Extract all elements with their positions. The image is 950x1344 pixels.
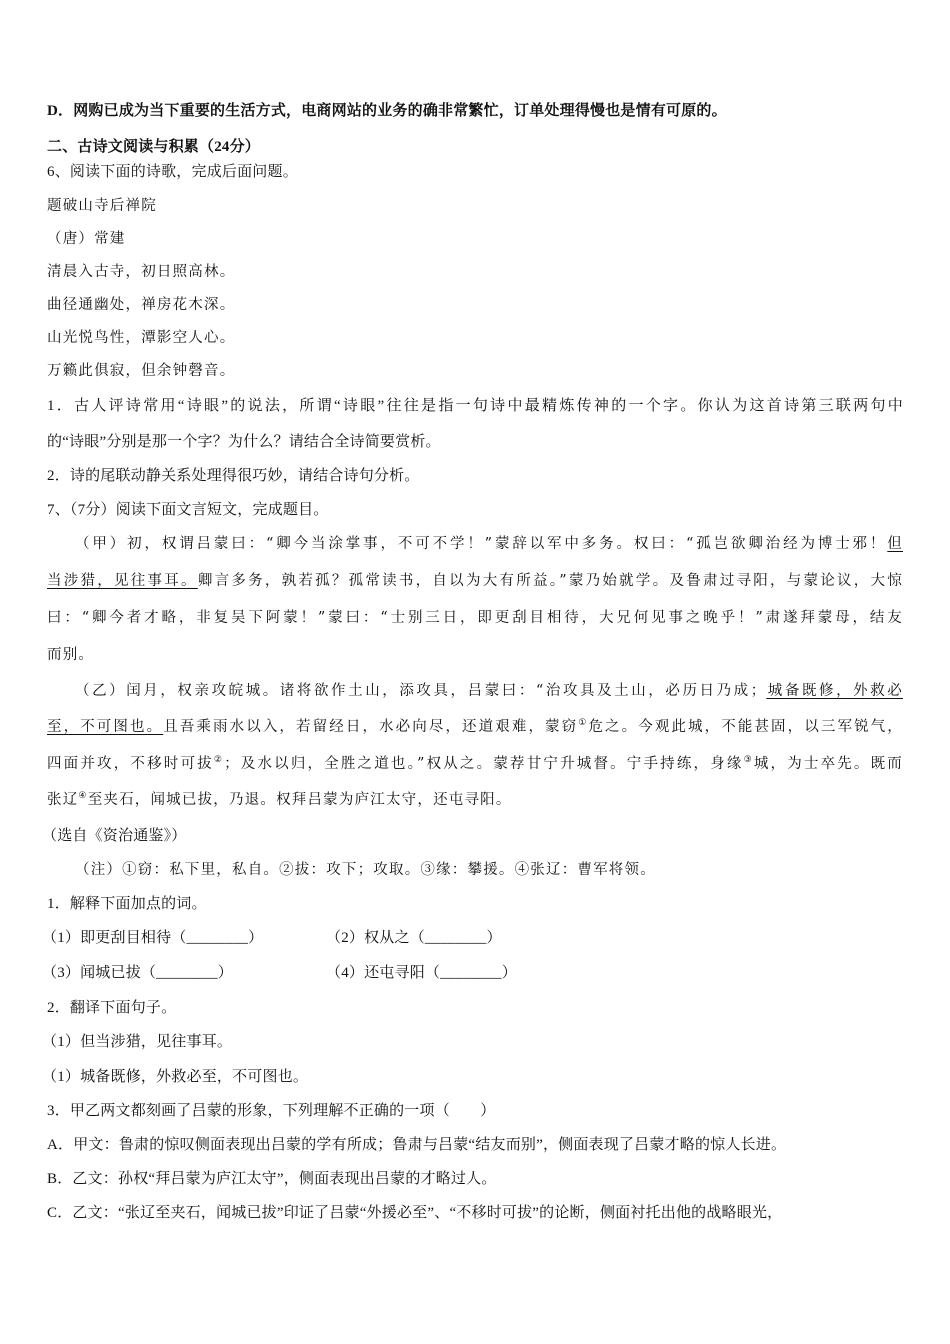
passage-text: 且吾乘雨水以入，若留经日，水必向尽，还道艰难，蒙窃 <box>163 719 579 735</box>
question-7-2: 2．翻译下面句子。 <box>47 1000 177 1016</box>
poem-author: （唐）常建 <box>47 231 126 247</box>
section-heading: 二、古诗文阅读与积累（24分） <box>47 139 261 155</box>
option-a: A．甲文：鲁肃的惊叹侧面表现出吕蒙的学有所成；鲁肃与吕蒙“结友而别”，侧面表现了吕蒙才略的惊人长进。 <box>47 1137 787 1153</box>
passage-text: （甲）初，权谓吕蒙曰：“卿今当涂掌事，不可不学！”蒙辞以军中多务。权曰：“孤岂欲卿治经为博士邪！ <box>75 536 888 552</box>
passage-yi-line-2 <box>47 717 903 737</box>
question-7-1-item-1: （1）即更刮目相待（________） <box>42 930 264 946</box>
passage-text: （乙）闰月，权亲攻皖城。诸将欲作土山，添攻具，吕蒙曰：“治攻具及土山，必历日乃成； <box>75 683 767 699</box>
underlined-sentence: 城备既修，外救必 <box>766 683 904 699</box>
question-7-1: 1．解释下面加点的词。 <box>47 896 207 912</box>
option-d-prev: D．网购已成为当下重要的生活方式，电商网站的业务的确非常繁忙，订单处理得慢也是情有可原的。 <box>47 103 727 119</box>
footnote-marker: ② <box>213 755 225 766</box>
passage-jia-line-2 <box>47 571 903 591</box>
option-c: C．乙文：“张辽至夹石，闻城已拔”印证了吕蒙“外援必至”、“不移时可拔”的论断，侧面衬托出他的战略眼光， <box>47 1205 783 1221</box>
passage-jia-line-3: 曰：“卿今者才略，非复吴下阿蒙！”蒙曰：“士别三日，即更刮目相待，大兄何见事之晚乎！”肃遂拜蒙母，结友 <box>47 610 903 626</box>
underlined-sentence: 但 <box>887 536 903 552</box>
question-6-1-line-2: 的“诗眼”分别是那一个字？为什么？请结合全诗简要赏析。 <box>47 434 441 450</box>
poem-line-1: 清晨入古寺，初日照高林。 <box>47 264 236 280</box>
question-7-2-item-2: （1）城备既修，外救必至，不可图也。 <box>42 1069 309 1085</box>
question-7-3: 3．甲乙两文都刻画了吕蒙的形象，下列理解不正确的一项（ ） <box>47 1103 496 1119</box>
question-6-1-line-1: 1．古人评诗常用“诗眼”的说法，所谓“诗眼”往往是指一句诗中最精炼传神的一个字。你认为这首诗第三联两句中 <box>47 398 903 414</box>
question-7-prompt: 7、（7分）阅读下面文言短文，完成题目。 <box>47 502 329 518</box>
footnotes: （注）①窃：私下里，私自。②拔：攻下；攻取。③缘：攀援。④张辽：曹军将领。 <box>75 862 656 878</box>
poem-line-3: 山光悦鸟性，潭影空人心。 <box>47 330 236 346</box>
passage-jia-line-4: 而别。 <box>47 647 95 663</box>
passage-text: 危之。今观此城，不能甚固，以三军锐气， <box>588 719 903 735</box>
poem-line-2: 曲径通幽处，禅房花木深。 <box>47 297 236 313</box>
passage-text: ；及水以归，全胜之道也。”权从之。蒙荐甘宁升城督。宁手持练，身缘 <box>224 756 744 772</box>
poem-line-4: 万籁此俱寂，但余钟磬音。 <box>47 363 236 379</box>
underlined-sentence: 至，不可图也。 <box>47 719 164 735</box>
passage-source: （选自《资治通鉴》） <box>42 828 187 844</box>
passage-jia-line-1 <box>47 534 903 554</box>
option-b: B．乙文：孙权“拜吕蒙为庐江太守”，侧面表现出吕蒙的才略过人。 <box>47 1171 497 1187</box>
poem-title: 题破山寺后禅院 <box>47 198 157 214</box>
question-6-prompt: 6、阅读下面的诗歌，完成后面问题。 <box>47 164 298 180</box>
passage-yi-line-3 <box>47 754 903 774</box>
passage-yi-line-1 <box>47 681 903 701</box>
question-7-1-item-4: （4）还屯寻阳（________） <box>326 965 517 981</box>
footnote-marker: ④ <box>78 791 88 802</box>
passage-text: 张辽 <box>47 792 79 808</box>
footnote-marker: ① <box>578 718 589 729</box>
question-7-1-item-3: （3）闻城已拔（________） <box>42 965 233 981</box>
passage-text: 城，为士卒先。既而 <box>753 756 903 772</box>
question-7-2-item-1: （1）但当涉猎，见往事耳。 <box>42 1034 233 1050</box>
underlined-sentence: 当涉猎，见往事耳。 <box>47 573 198 589</box>
passage-text: 卿言多务，孰若孤？孤常读书，自以为大有所益。”蒙乃始就学。及鲁肃过寻阳，与蒙论议，大惊 <box>197 573 903 589</box>
passage-yi-line-4 <box>47 790 512 810</box>
question-7-1-item-2: （2）权从之（________） <box>326 930 502 946</box>
footnote-marker: ③ <box>743 755 754 766</box>
passage-text: 至夹石，闻城已拔，乃退。权拜吕蒙为庐江太守，还屯寻阳。 <box>87 792 512 808</box>
passage-text: 四面并攻，不移时可拔 <box>47 756 214 772</box>
question-6-2: 2．诗的尾联动静关系处理得很巧妙，请结合诗句分析。 <box>47 468 420 484</box>
